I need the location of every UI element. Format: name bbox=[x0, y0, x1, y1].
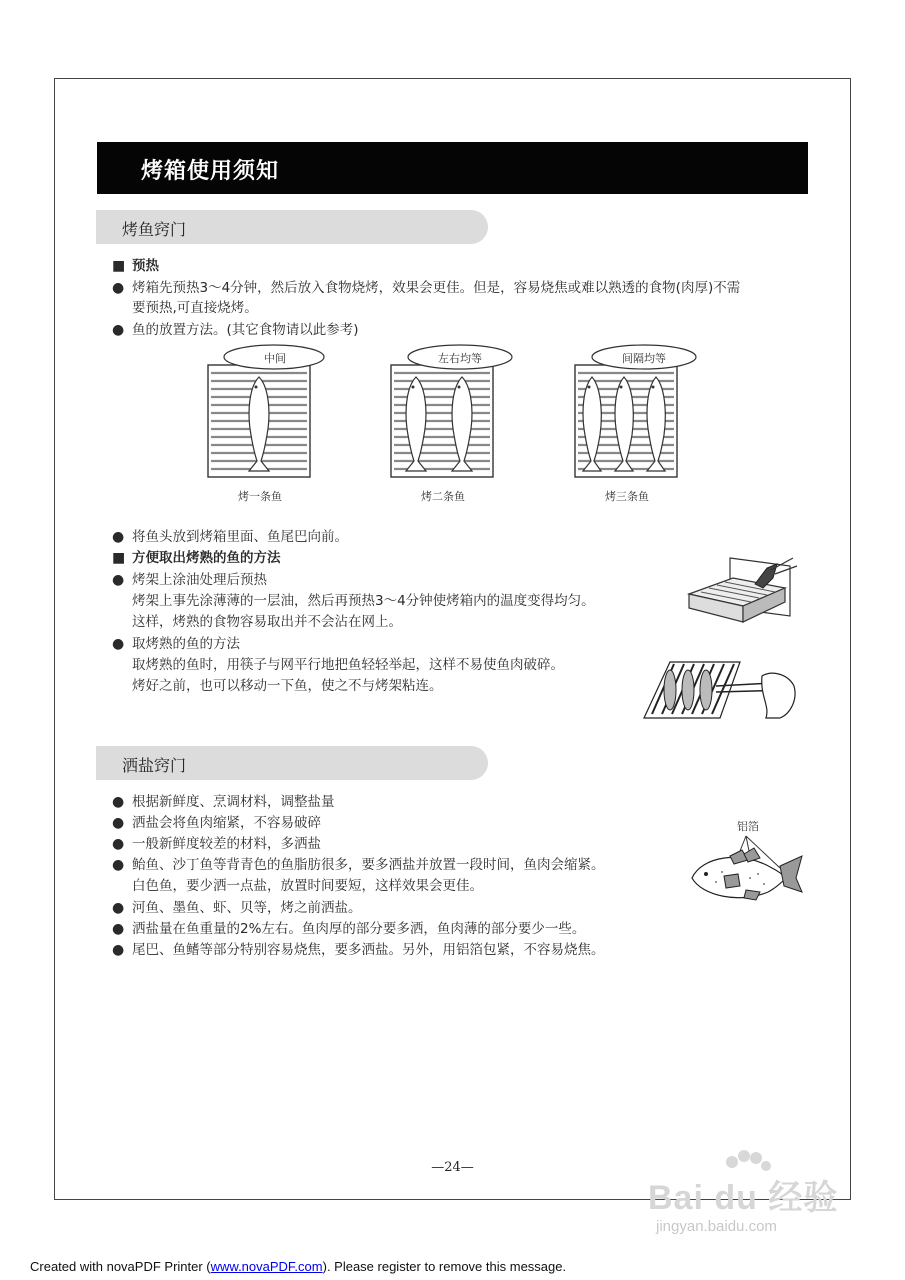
fish-diagram-one bbox=[205, 343, 335, 513]
bullet-icon: ● bbox=[112, 529, 125, 545]
fish-diagram-three bbox=[572, 343, 712, 513]
oil-text-2: 这样，烤熟的食物容易取出并不会沾在网上。 bbox=[132, 614, 402, 630]
preheat-text: ● 烤箱先预热3～4分钟，然后放入食物烧烤，效果会更佳。但是，容易烧焦或难以熟透的食物(肉厚)不需 bbox=[112, 280, 741, 296]
bullet-icon: ● bbox=[112, 280, 125, 296]
oil-text-1: 烤架上事先涂薄薄的一层油，然后再预热3～4分钟使烤箱内的温度变得均匀。 bbox=[132, 593, 595, 609]
take-heading: ● 取烤熟的鱼的方法 bbox=[112, 636, 240, 652]
bullet-icon: ● bbox=[112, 572, 125, 588]
fish-diagram-two bbox=[388, 343, 528, 513]
bubble-label-middle: 中间 bbox=[264, 352, 286, 365]
salt-item-1: ● 根据新鲜度、烹调材料，调整盐量 bbox=[112, 794, 335, 810]
preheat-heading: ■ 预热 bbox=[112, 258, 159, 274]
page-title-bar bbox=[97, 142, 808, 194]
section-heading-fish bbox=[96, 210, 488, 244]
square-bullet-icon: ■ bbox=[112, 550, 126, 566]
baidu-watermark bbox=[640, 1148, 855, 1248]
salt-item-4: ● 鲐鱼、沙丁鱼等背青色的鱼脂肪很多，要多洒盐并放置一段时间，鱼肉会缩紧。 bbox=[112, 857, 605, 873]
salt-item-2: ● 洒盐会将鱼肉缩紧，不容易破碎 bbox=[112, 815, 321, 831]
page-title: 烤箱使用须知 bbox=[141, 159, 280, 184]
take-text-2: 烤好之前，也可以移动一下鱼，使之不与烤架粘连。 bbox=[132, 678, 443, 694]
fish-icon bbox=[664, 670, 712, 710]
section-heading-fish-label: 烤鱼窍门 bbox=[122, 220, 187, 239]
watermark-url: jingyan.baidu.com bbox=[656, 1218, 777, 1235]
salt-item-3: ● 一般新鲜度较差的材料，多洒盐 bbox=[112, 836, 321, 852]
salt-item-5: ● 河鱼、墨鱼、虾、贝等，烤之前洒盐。 bbox=[112, 900, 362, 916]
oil-heading: ● 烤架上涂油处理后预热 bbox=[112, 572, 267, 588]
easy-removal-heading: ■ 方便取出烤熟的鱼的方法 bbox=[112, 550, 281, 566]
bullet-icon: ● bbox=[112, 900, 125, 916]
watermark-main: Bai du 经验 bbox=[648, 1179, 839, 1217]
novapdf-notice: Created with novaPDF Printer (www.novaPDF.com). Please register to remove this message. bbox=[30, 1259, 567, 1274]
novapdf-link[interactable]: www.novaPDF.com bbox=[210, 1259, 323, 1274]
bullet-icon: ● bbox=[112, 636, 125, 652]
caption-one-fish: 烤一条鱼 bbox=[238, 490, 282, 503]
chopsticks-fish-illustration bbox=[640, 656, 800, 721]
placement-text: ● 鱼的放置方法。(其它食物请以此参考) bbox=[112, 322, 359, 338]
foil-fish-illustration bbox=[688, 834, 806, 902]
bullet-icon: ● bbox=[112, 857, 125, 873]
bullet-icon: ● bbox=[112, 794, 125, 810]
salt-item-7: ● 尾巴、鱼鳍等部分特别容易烧焦，要多洒盐。另外，用铝箔包紧，不容易烧焦。 bbox=[112, 942, 605, 958]
page-number: —24— bbox=[431, 1160, 474, 1175]
bullet-icon: ● bbox=[112, 836, 125, 852]
bullet-icon: ● bbox=[112, 815, 125, 831]
bullet-icon: ● bbox=[112, 322, 125, 338]
square-bullet-icon: ■ bbox=[112, 258, 126, 274]
caption-two-fish: 烤二条鱼 bbox=[421, 490, 465, 503]
oil-grill-tray-illustration bbox=[685, 556, 800, 641]
bubble-label-even: 左右均等 bbox=[438, 352, 482, 365]
foil-label: 铝箔 bbox=[737, 820, 759, 833]
section-heading-salt-label: 洒盐窍门 bbox=[122, 756, 187, 775]
salt-item-6: ● 洒盐量在鱼重量的2%左右。鱼肉厚的部分要多洒，鱼肉薄的部分要少一些。 bbox=[112, 921, 586, 937]
bullet-icon: ● bbox=[112, 921, 125, 937]
head-inside-text: ● 将鱼头放到烤箱里面、鱼尾巴向前。 bbox=[112, 529, 348, 545]
caption-three-fish: 烤三条鱼 bbox=[605, 490, 649, 503]
section-heading-salt bbox=[96, 746, 488, 780]
take-text-1: 取烤熟的鱼时，用筷子与网平行地把鱼轻轻举起，这样不易使鱼肉破碎。 bbox=[132, 657, 564, 673]
preheat-text-cont: 要预热,可直接烧烤。 bbox=[132, 300, 258, 316]
bullet-icon: ● bbox=[112, 942, 125, 958]
bubble-label-spaced: 间隔均等 bbox=[622, 352, 666, 365]
salt-item-4-cont: 白色鱼，要少洒一点盐，放置时间要短，这样效果会更佳。 bbox=[132, 878, 483, 894]
